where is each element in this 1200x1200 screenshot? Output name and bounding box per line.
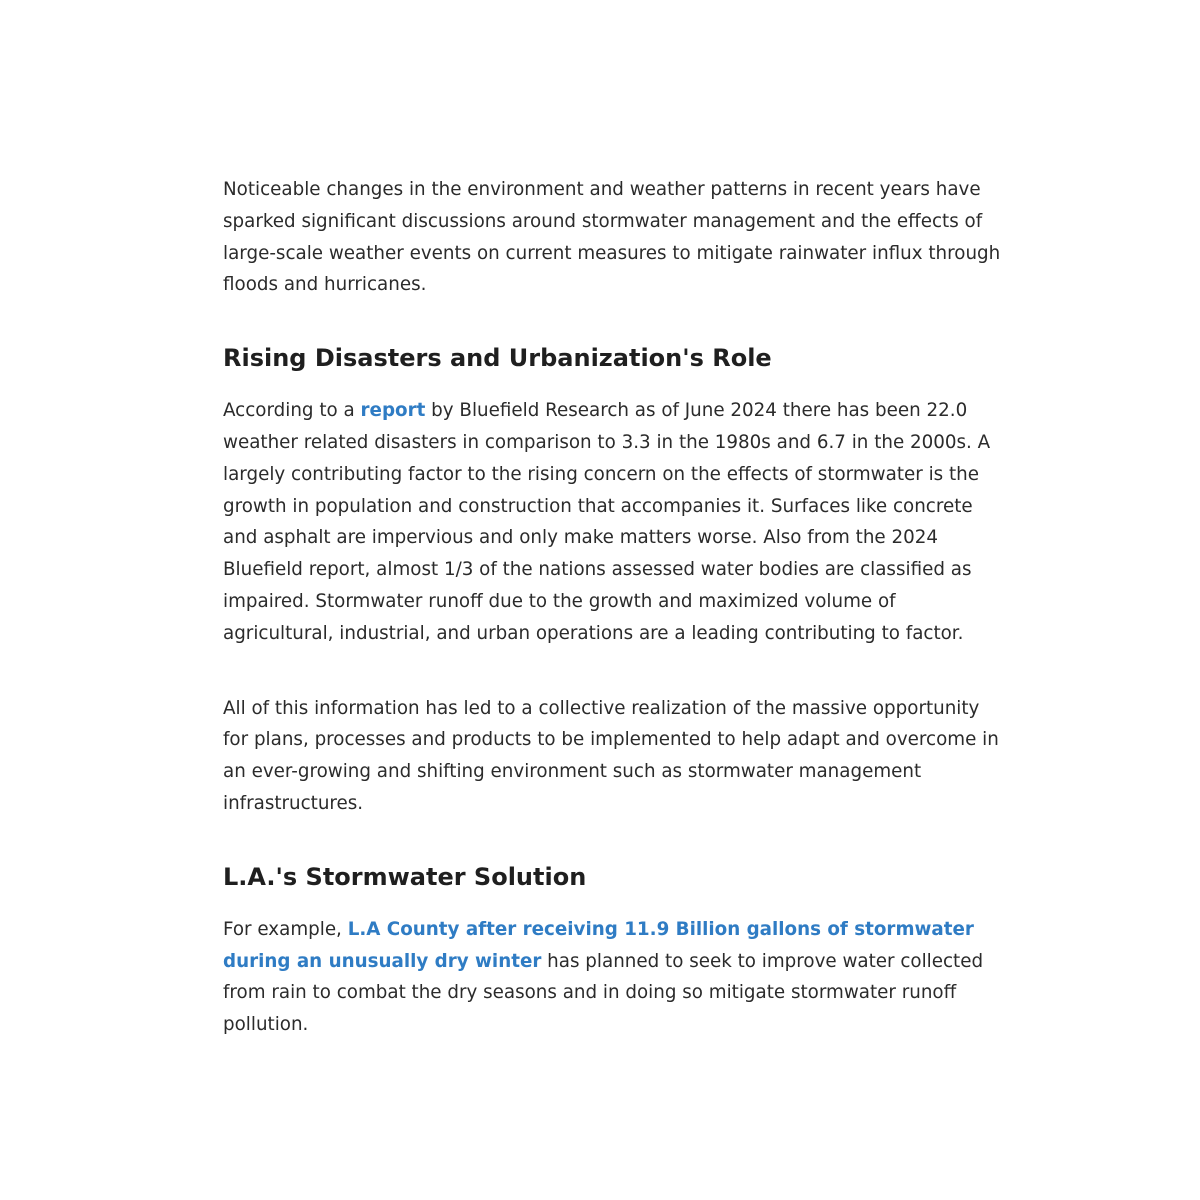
section-heading-la-solution: L.A.'s Stormwater Solution xyxy=(223,862,587,891)
paragraph-text-body: by Bluefield Research as of June 2024 there has been 22.0 weather related disasters in comparison to 3.3 in the 1980s and 6.7 in the 2000s. A largely contributing factor to the rising concern on the effects of stormwater is the growth in population and construction that accompanies it. Surfaces like concrete and asphalt are impervious and only make matters worse. Also from the 2024 Bluefield report, almost 1/3 of the nations assessed water bodies are classified as impaired. Stormwater runoff due to the growth and maximized volume of agricultural, industrial, and urban operations are a leading contributing to factor. xyxy=(223,400,991,644)
opportunity-text: All of this information has led to a collective realization of the massive opportunity for plans, processes and products to be implemented to help adapt and overcome in an ever-growing and shifting environment such as stormwater management infrastructures. xyxy=(223,697,999,814)
la-example-paragraph xyxy=(223,914,1001,1041)
intro-text: Noticeable changes in the environment and weather patterns in recent years have sparked significant discussions around stormwater management and the effects of large-scale weather events on current measures to mitigate rainwater influx through floods and hurricanes. xyxy=(223,179,1001,296)
la-county-link[interactable]: L.A County after receiving 11.9 Billion gallons of stormwater during an unusually dry winter xyxy=(223,918,974,972)
intro-paragraph xyxy=(223,174,1001,301)
example-text-lead: For example, xyxy=(223,918,348,940)
example-text-body: has planned to seek to improve water collected from rain to combat the dry seasons and in doing so mitigate stormwater runoff pollution. xyxy=(223,950,984,1036)
article-body xyxy=(223,174,1001,1041)
paragraph-text-lead: According to a xyxy=(223,400,361,422)
report-link[interactable]: report xyxy=(360,400,426,422)
opportunity-paragraph xyxy=(223,693,1001,820)
bluefield-report-paragraph xyxy=(223,395,1001,649)
section-heading-rising-disasters: Rising Disasters and Urbanization's Role xyxy=(223,344,772,373)
